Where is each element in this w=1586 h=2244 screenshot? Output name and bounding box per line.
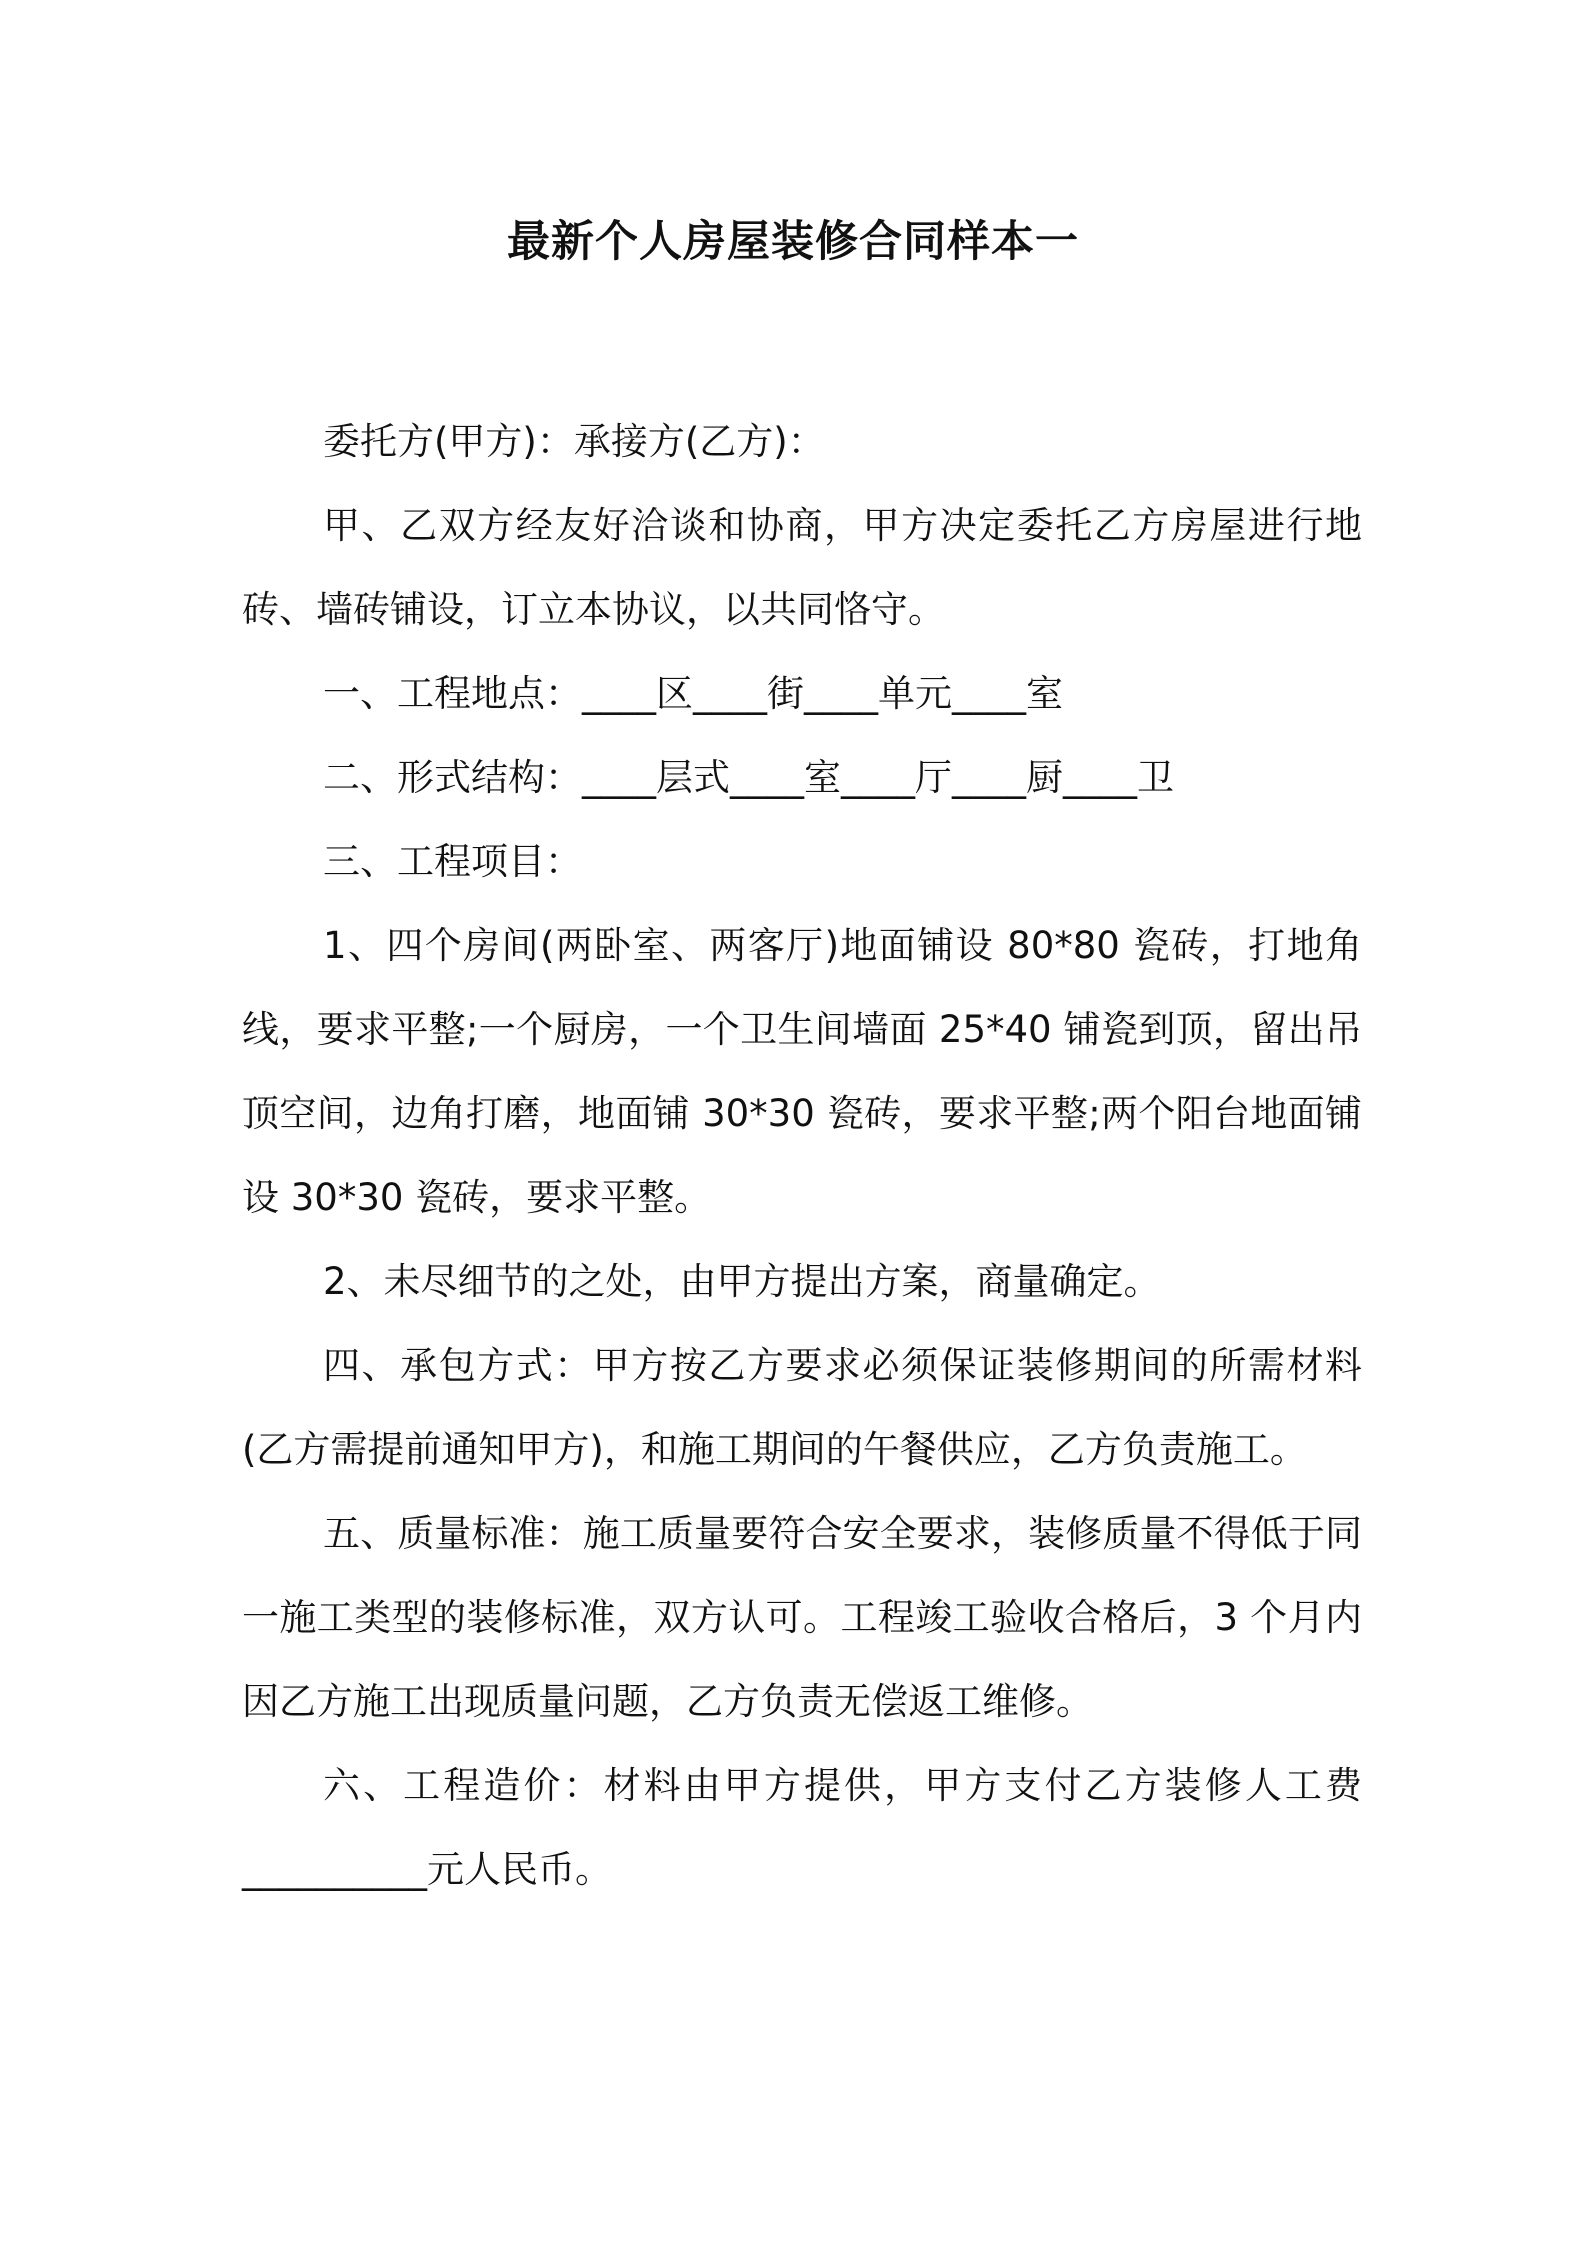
project-item-1: 1、四个房间(两卧室、两客厅)地面铺设 80*80 瓷砖，打地角线，要求平整;一个厨房，一个卫生间墙面 25*40 铺瓷到顶，留出吊顶空间，边角打磨，地面铺 30*30 瓷砖，要求平整;两个阳台地面铺设 30*30 瓷砖，要求平整。 (242, 924, 1362, 1219)
clause-quality-standard: 五、质量标准：施工质量要符合安全要求，装修质量不得低于同一施工类型的装修标准，双方认可。工程竣工验收合格后，3 个月内因乙方施工出现质量问题，乙方负责无偿返工维修。 (242, 1512, 1362, 1723)
document-body (242, 400, 1362, 1912)
clause-contract-method: 四、承包方式：甲方按乙方要求必须保证装修期间的所需材料(乙方需提前通知甲方)，和施工期间的午餐供应，乙方负责施工。 (242, 1344, 1362, 1471)
clause-location: 一、工程地点：____区____街____单元____室 (323, 672, 1063, 715)
preamble-paragraph: 甲、乙双方经友好洽谈和协商，甲方决定委托乙方房屋进行地砖、墙砖铺设，订立本协议，以共同恪守。 (242, 504, 1362, 631)
parties-line: 委托方(甲方)：承接方(乙方)： (323, 420, 825, 463)
project-item-2: 2、未尽细节的之处，由甲方提出方案，商量确定。 (323, 1260, 1161, 1303)
clause-structure: 二、形式结构：____层式____室____厅____厨____卫 (323, 756, 1174, 799)
page-title: 最新个人房屋装修合同样本一 (507, 217, 1079, 267)
clause-project-heading: 三、工程项目： (323, 840, 582, 883)
clause-project-cost: 六、工程造价：材料由甲方提供，甲方支付乙方装修人工费__________元人民币。 (242, 1764, 1362, 1891)
